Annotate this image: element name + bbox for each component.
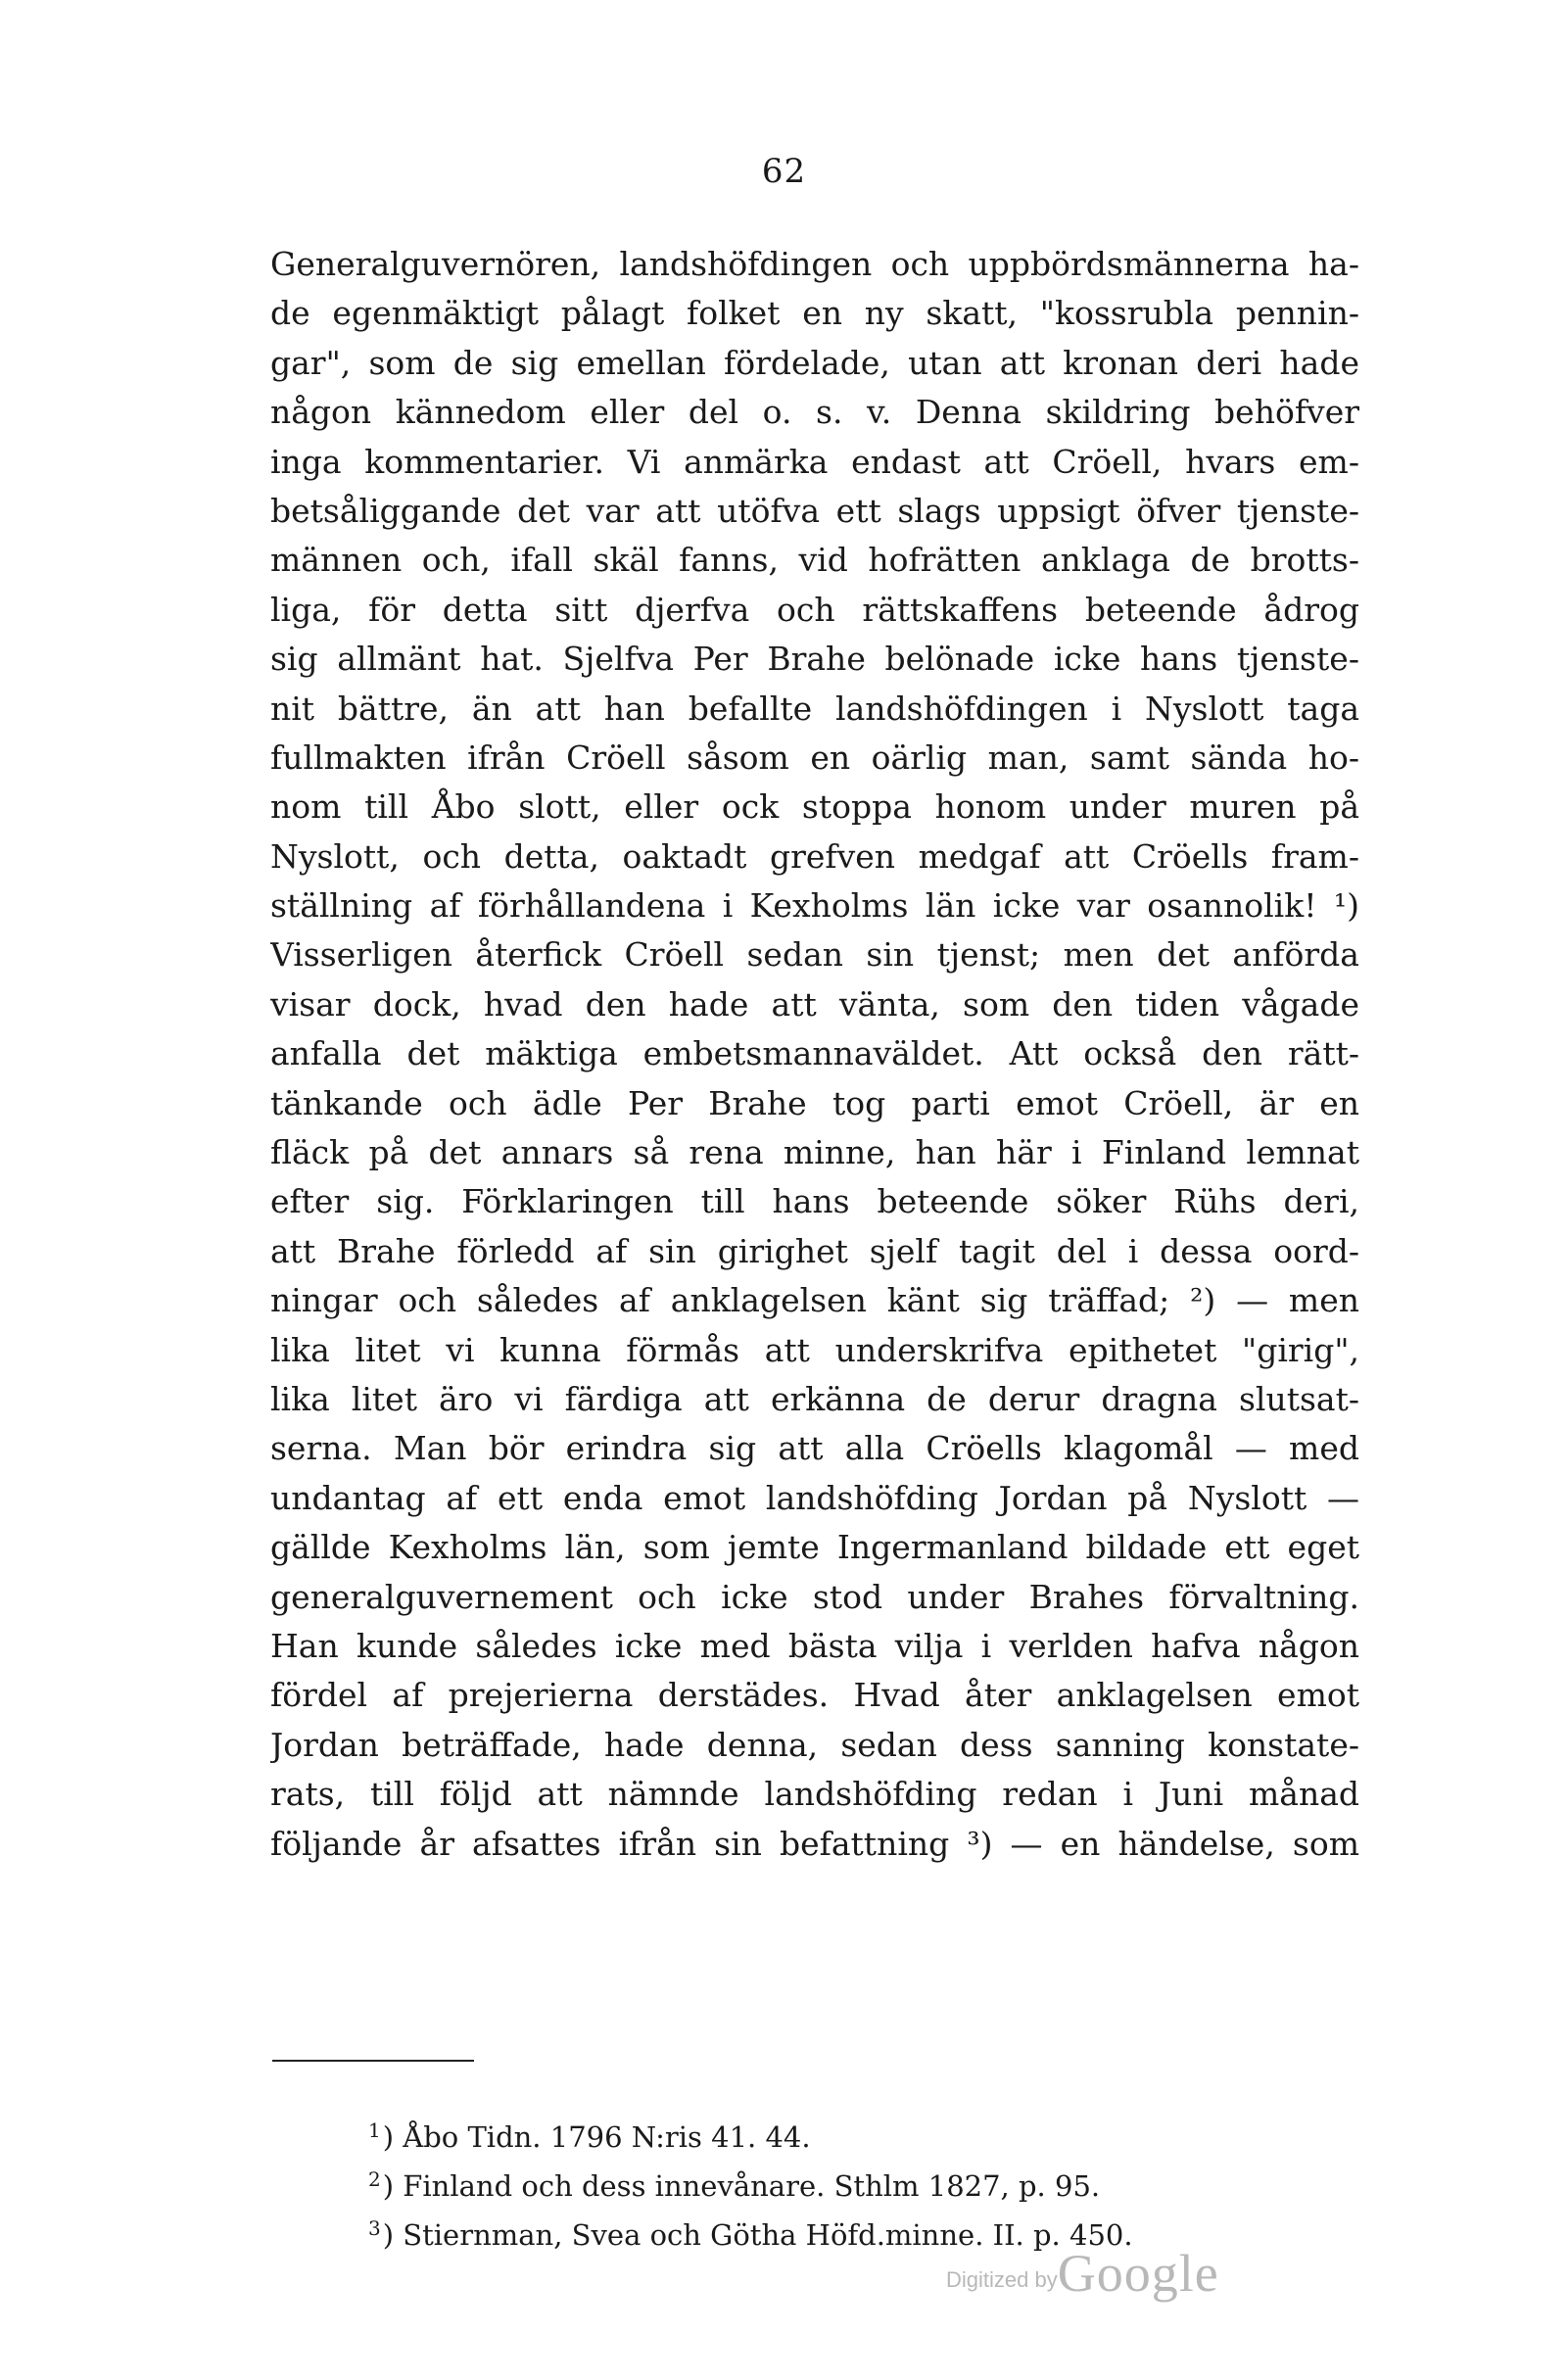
text-line: betsåliggande det var att utöfva ett slags uppsigt öfver tjenste- bbox=[270, 491, 1359, 530]
footnote-marker: 3 bbox=[368, 2216, 381, 2240]
text-line: fullmakten ifrån Cröell såsom en oärlig man, samt sända ho- bbox=[270, 738, 1359, 777]
footnote-marker: 2 bbox=[368, 2167, 381, 2191]
text-line: att Brahe förledd af sin girighet sjelf tagit del i dessa oord- bbox=[270, 1231, 1359, 1270]
footnote-text: ) Stiernman, Svea och Götha Höfd.minne. II. p. 450. bbox=[382, 2218, 1133, 2252]
text-line: fördel af prejerierna derstädes. Hvad åter anklagelsen emot bbox=[270, 1676, 1359, 1715]
footnotes bbox=[368, 2106, 1348, 2253]
text-line: lika litet vi kunna förmås att underskrifva epithetet "girig", bbox=[270, 1330, 1359, 1369]
text-line: efter sig. Förklaringen till hans beteende söker Rühs deri, bbox=[270, 1182, 1359, 1221]
text-line: lika litet äro vi färdiga att erkänna de derur dragna slutsat- bbox=[270, 1379, 1359, 1418]
text-line: gar", som de sig emellan fördelade, utan att kronan deri hade bbox=[270, 343, 1359, 382]
text-line: Han kunde således icke med bästa vilja i verlden hafva någon bbox=[270, 1626, 1359, 1665]
footnote-text: ) Åbo Tidn. 1796 N:ris 41. 44. bbox=[382, 2120, 811, 2154]
footnote-marker: 1 bbox=[368, 2118, 381, 2142]
text-line: generalguvernement och icke stod under Brahes förvaltning. bbox=[270, 1577, 1359, 1616]
footnote-text: ) Finland och dess innevånare. Sthlm 1827, p. 95. bbox=[382, 2169, 1101, 2203]
page-number: 62 bbox=[761, 152, 807, 191]
text-line: ställning af förhållandena i Kexholms län icke var osannolik! ¹) bbox=[270, 886, 1359, 926]
text-line: nit bättre, än att han befallte landshöfdingen i Nyslott taga bbox=[270, 689, 1359, 728]
text-line: ningar och således af anklagelsen känt sig träffad; ²) — men bbox=[270, 1281, 1359, 1320]
text-line: männen och, ifall skäl fanns, vid hofrätten anklaga de brotts- bbox=[270, 541, 1359, 580]
text-line: rats, till följd att nämnde landshöfding redan i Juni månad bbox=[270, 1775, 1359, 1814]
text-line: gällde Kexholms län, som jemte Ingermanland bildade ett eget bbox=[270, 1528, 1359, 1567]
digitized-by-google-watermark bbox=[946, 2243, 1219, 2304]
text-line: Nyslott, och detta, oaktadt grefven medgaf att Cröells fram- bbox=[270, 836, 1359, 876]
text-line: tänkande och ädle Per Brahe tog parti emot Cröell, är en bbox=[270, 1083, 1359, 1122]
watermark-prefix: Digitized by bbox=[946, 2267, 1058, 2292]
text-line: någon kännedom eller del o. s. v. Denna skildring behöfver bbox=[270, 393, 1359, 432]
text-line: Jordan beträffade, hade denna, sedan dess sanning konstate- bbox=[270, 1725, 1359, 1764]
text-line: visar dock, hvad den hade att vänta, som den tiden vågade bbox=[270, 984, 1359, 1023]
text-line: nom till Åbo slott, eller ock stoppa honom under muren på bbox=[270, 787, 1359, 827]
text-line: sig allmänt hat. Sjelfva Per Brahe belönade icke hans tjenste- bbox=[270, 640, 1359, 679]
text-line: inga kommentarier. Vi anmärka endast att Cröell, hvars em- bbox=[270, 442, 1359, 481]
text-line: de egenmäktigt pålagt folket en ny skatt, "kossrubla pennin- bbox=[270, 294, 1359, 333]
text-line: Visserligen återfick Cröell sedan sin tjenst; men det anförda bbox=[270, 935, 1359, 975]
text-line: anfalla det mäktiga embetsmannaväldet. Att också den rätt- bbox=[270, 1034, 1359, 1073]
text-line: följande år afsattes ifrån sin befattning ³) — en händelse, som bbox=[270, 1824, 1359, 1863]
footnote bbox=[368, 2106, 1348, 2155]
footnote-divider bbox=[272, 2060, 474, 2062]
text-line: liga, för detta sitt djerfva och rättskaffens beteende ådrog bbox=[270, 590, 1359, 629]
google-logo: Google bbox=[1057, 2244, 1219, 2303]
footnote bbox=[368, 2155, 1348, 2204]
text-line: undantag af ett enda emot landshöfding Jordan på Nyslott — bbox=[270, 1478, 1359, 1517]
text-line: Generalguvernören, landshöfdingen och uppbördsmännerna ha- bbox=[270, 245, 1359, 283]
text-line: serna. Man bör erindra sig att alla Cröells klagomål — med bbox=[270, 1429, 1359, 1468]
body-text bbox=[270, 240, 1359, 1869]
text-line: fläck på det annars så rena minne, han här i Finland lemnat bbox=[270, 1133, 1359, 1172]
